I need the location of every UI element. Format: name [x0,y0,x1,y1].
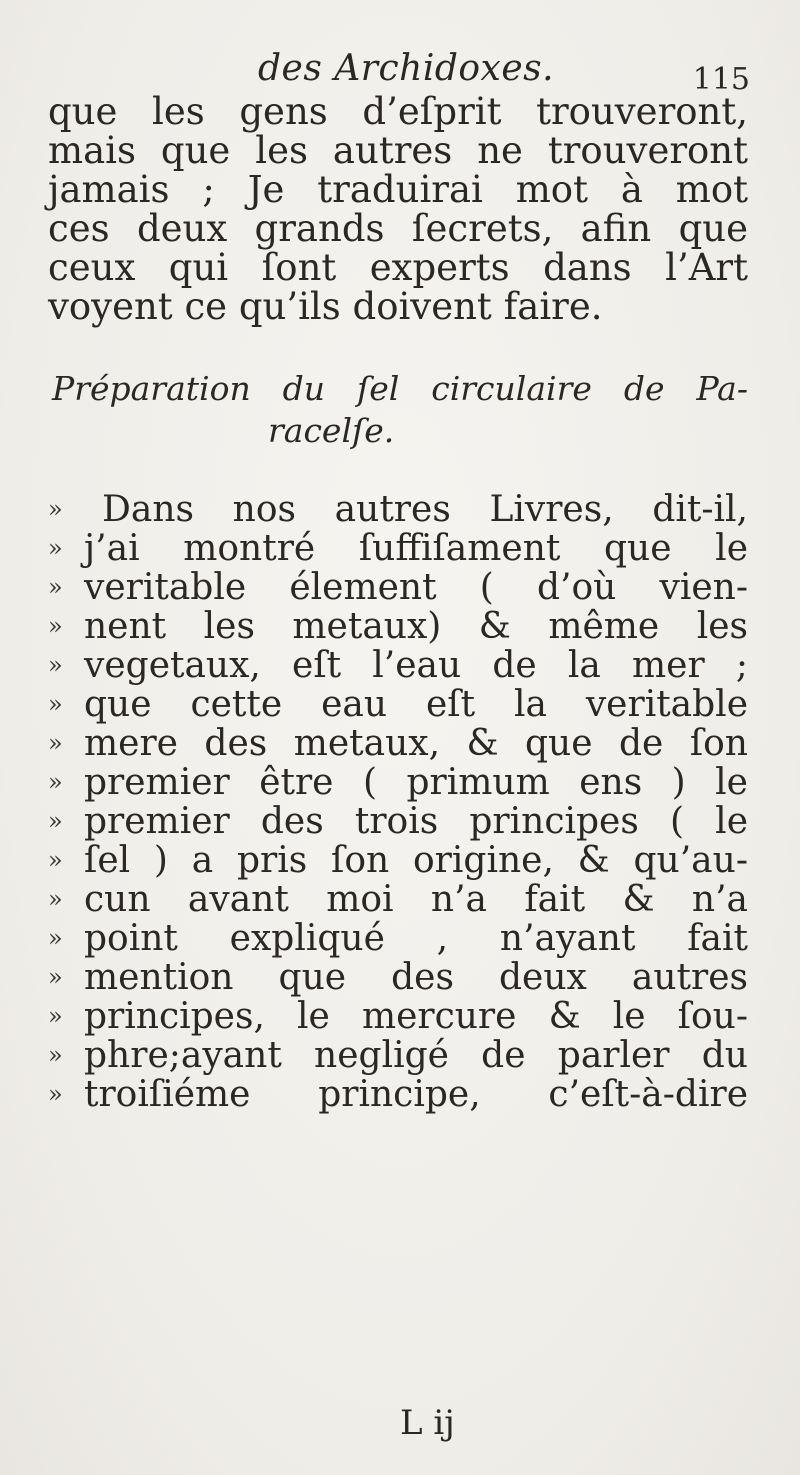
quoted-line-text: cun avant moi n’a fait & n’a [84,879,748,920]
quote-mark: » [48,768,63,796]
quoted-line-text: mention que des deux autres [84,957,748,998]
quoted-line-text: ſel ) a pris ſon origine, & qu’au- [84,840,748,881]
quote-mark: » [48,846,63,874]
signature-mark: L ij [400,1403,455,1443]
paragraph-line: voyent ce qu’ils doivent faire. [48,285,603,328]
quoted-line [48,919,748,958]
quoted-line [48,997,748,1036]
quoted-line [48,490,748,529]
quoted-line [48,802,748,841]
quoted-line-text: premier des trois principes ( le [84,801,748,842]
quote-mark: » [48,690,63,718]
quoted-line [48,685,748,724]
quote-mark: » [48,495,63,523]
quote-mark: » [48,885,63,913]
running-title: des Archidoxes. [258,48,555,89]
quote-mark: » [48,651,63,679]
quoted-line [48,763,748,802]
paragraph-line: que les gens d’eſprit trouveront, [48,90,748,133]
quoted-line-text: principes, le mercure & le ſou- [84,996,748,1037]
paragraph-line: mais que les autres ne trouveront [48,129,748,172]
quoted-line-text: que cette eau eſt la veritable [84,684,748,725]
quote-mark: » [48,612,63,640]
paragraph-line: ces deux grands ſecrets, afin que [48,207,748,250]
quoted-line-text: mere des metaux, & que de ſon [84,723,748,764]
quoted-line [48,529,748,568]
opening-paragraph [48,92,748,326]
quote-mark: » [48,1002,63,1030]
heading-line: Préparation du ſel circulaire de Pa- [52,369,748,408]
page-number: 115 [692,62,750,97]
quoted-line-text: vegetaux, eſt l’eau de la mer ; [84,645,748,686]
quoted-line-text: troiſiéme principe, c’eſt-à-dire [84,1074,748,1115]
quoted-line [48,724,748,763]
section-heading [48,368,748,452]
quoted-line [48,841,748,880]
quote-mark: » [48,807,63,835]
quote-mark: » [48,924,63,952]
quoted-line [48,958,748,997]
paragraph-line: ceux qui ſont experts dans l’Art [48,246,748,289]
quoted-passage [48,490,748,1114]
quote-mark: » [48,963,63,991]
quoted-line-text: veritable élement ( d’où vien- [84,567,748,608]
quote-mark: » [48,534,63,562]
quoted-line-text: j’ai montré ſuffiſament que le [84,528,748,569]
quoted-line [48,568,748,607]
quoted-line [48,880,748,919]
quoted-line [48,1075,748,1114]
quote-mark: » [48,573,63,601]
paragraph-line: jamais ; Je traduirai mot à mot [48,168,748,211]
quoted-line-text: point expliqué , n’ayant fait [84,918,748,959]
quoted-line-text: phre;ayant negligé de parler du [84,1035,748,1076]
heading-line: racelſe. [268,411,395,450]
quoted-line-text: nent les metaux) & même les [84,606,748,647]
quoted-line [48,1036,748,1075]
quote-mark: » [48,1080,63,1108]
quoted-line-text: premier être ( primum ens ) le [84,762,748,803]
quoted-line-text: Dans nos autres Livres, dit-il, [102,489,748,530]
quoted-line [48,646,748,685]
quote-mark: » [48,1041,63,1069]
quote-mark: » [48,729,63,757]
quoted-line [48,607,748,646]
